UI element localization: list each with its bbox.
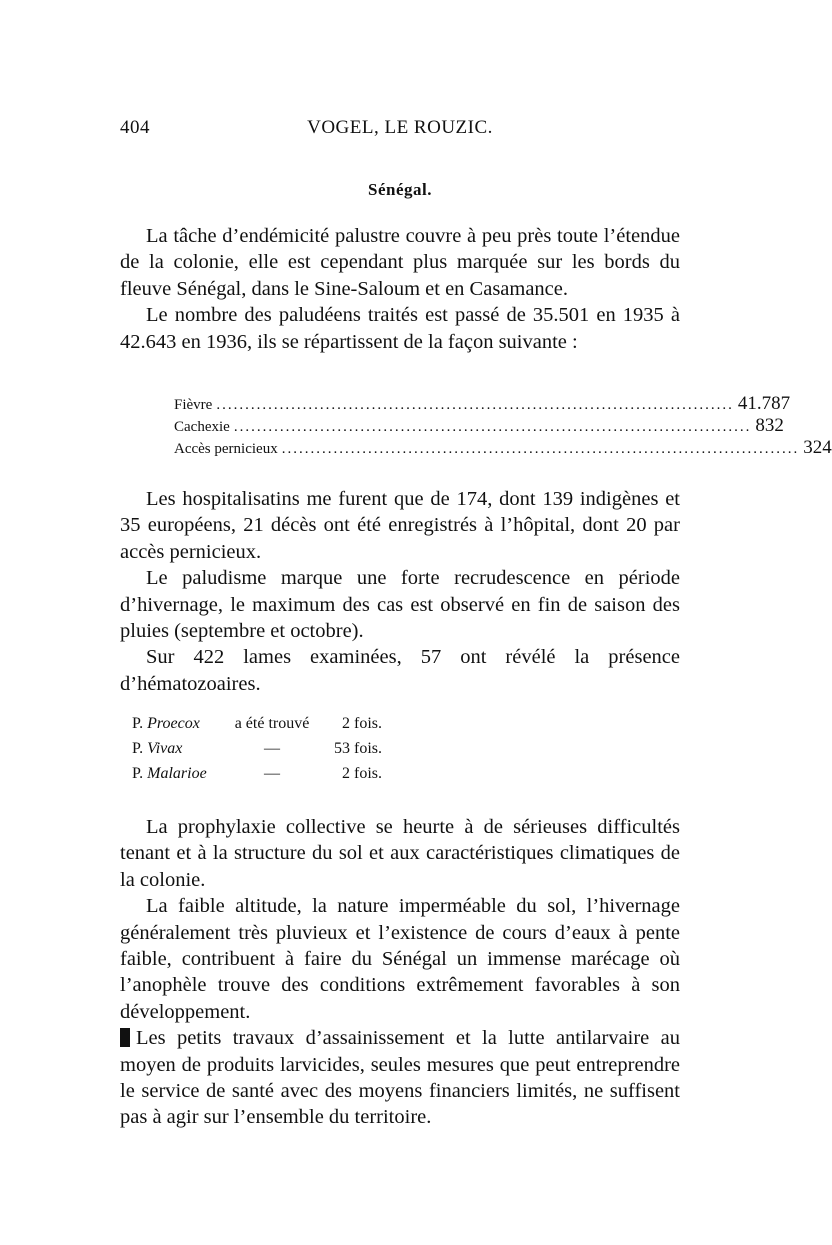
leader-dots: .......................................................................................... [233,419,752,435]
paragraph: Le paludisme marque une forte recrudescence en période d’hivernage, le maximum des cas est observé en fin de saison des pluies (septembre et octobre). [120,567,680,643]
count-cell: 2 fois. [342,715,382,732]
count-cell: 2 fois. [342,765,382,782]
verb-cell: a été trouvé [234,715,310,732]
species-name: Vivax [147,740,183,757]
verb-cell: — [264,765,280,782]
parasite-table [132,711,432,786]
list-item [174,415,784,437]
table-row [132,711,432,736]
section-title: Sénégal. [368,180,432,199]
species-cell: P. Malarioe [132,765,207,782]
list-item [174,437,832,459]
verb-cell: — [264,740,280,757]
case-label: Fièvre [174,397,213,413]
paragraph: Sur 422 lames examinées, 57 ont révélé la présence d’hématozoaires. [120,646,680,695]
species-cell: P. Vivax [132,740,183,757]
species-name: Malarioe [147,765,207,782]
paragraph: La faible altitude, la nature imperméable du sol, l’hivernage généralement très pluvieux et l’existence de cours d’eaux à pente faible, contribuent à faire du Sénégal un immense marécage où l’anophèle trouve des conditions extrêmement favorables à son développement. [120,895,680,1023]
paragraph: Le nombre des paludéens traités est passé de 35.501 en 1935 à 42.643 en 1936, ils se répartissent de la façon suivante : [120,304,680,353]
margin-mark-icon [120,1028,130,1047]
case-value: 41.787 [737,393,791,414]
leader-dots: .......................................................................................... [281,441,800,457]
intro-text [120,223,680,355]
paragraph-with-mark [120,1025,680,1131]
page-number: 404 [120,117,150,138]
running-title: VOGEL, LE ROUZIC. [307,117,493,138]
case-value: 832 [755,415,784,436]
list-item [174,393,791,415]
table-row [132,761,432,786]
species-name: Proecox [147,715,200,732]
closing-text [120,814,680,1131]
case-label: Cachexie [174,419,230,435]
paragraph: La prophylaxie collective se heurte à de sérieuses difficultés tenant et à la structure du sol et aux caractéristiques climatiques de la colonie. [120,816,680,891]
table-row [132,736,432,761]
case-value: 324 [803,437,832,458]
count-cell: 53 fois. [334,740,382,757]
paragraph-text: Les petits travaux d’assainissement et la lutte antilarvaire au moyen de produits larvicides, seules mesures que peut entreprendre le service de santé avec des moyens financiers limités, ne suffisent pas à agir sur l’ensemble du territoire. [120,1027,680,1129]
species-cell: P. Proecox [132,715,200,732]
middle-text [120,486,680,697]
leader-dots: .......................................................................................... [216,397,734,413]
case-label: Accès pernicieux [174,441,278,457]
paragraph: La tâche d’endémicité palustre couvre à peu près toute l’étendue de la colonie, elle est cependant plus marquée sur les bords du fleuve Sénégal, dans le Sine-Saloum et en Casamance. [120,225,680,300]
cases-list [174,393,832,459]
paragraph: Les hospitalisatins me furent que de 174, dont 139 indigènes et 35 européens, 21 décès ont été enregistrés à l’hôpital, dont 20 par accès pernicieux. [120,488,680,563]
page-header [120,117,680,147]
